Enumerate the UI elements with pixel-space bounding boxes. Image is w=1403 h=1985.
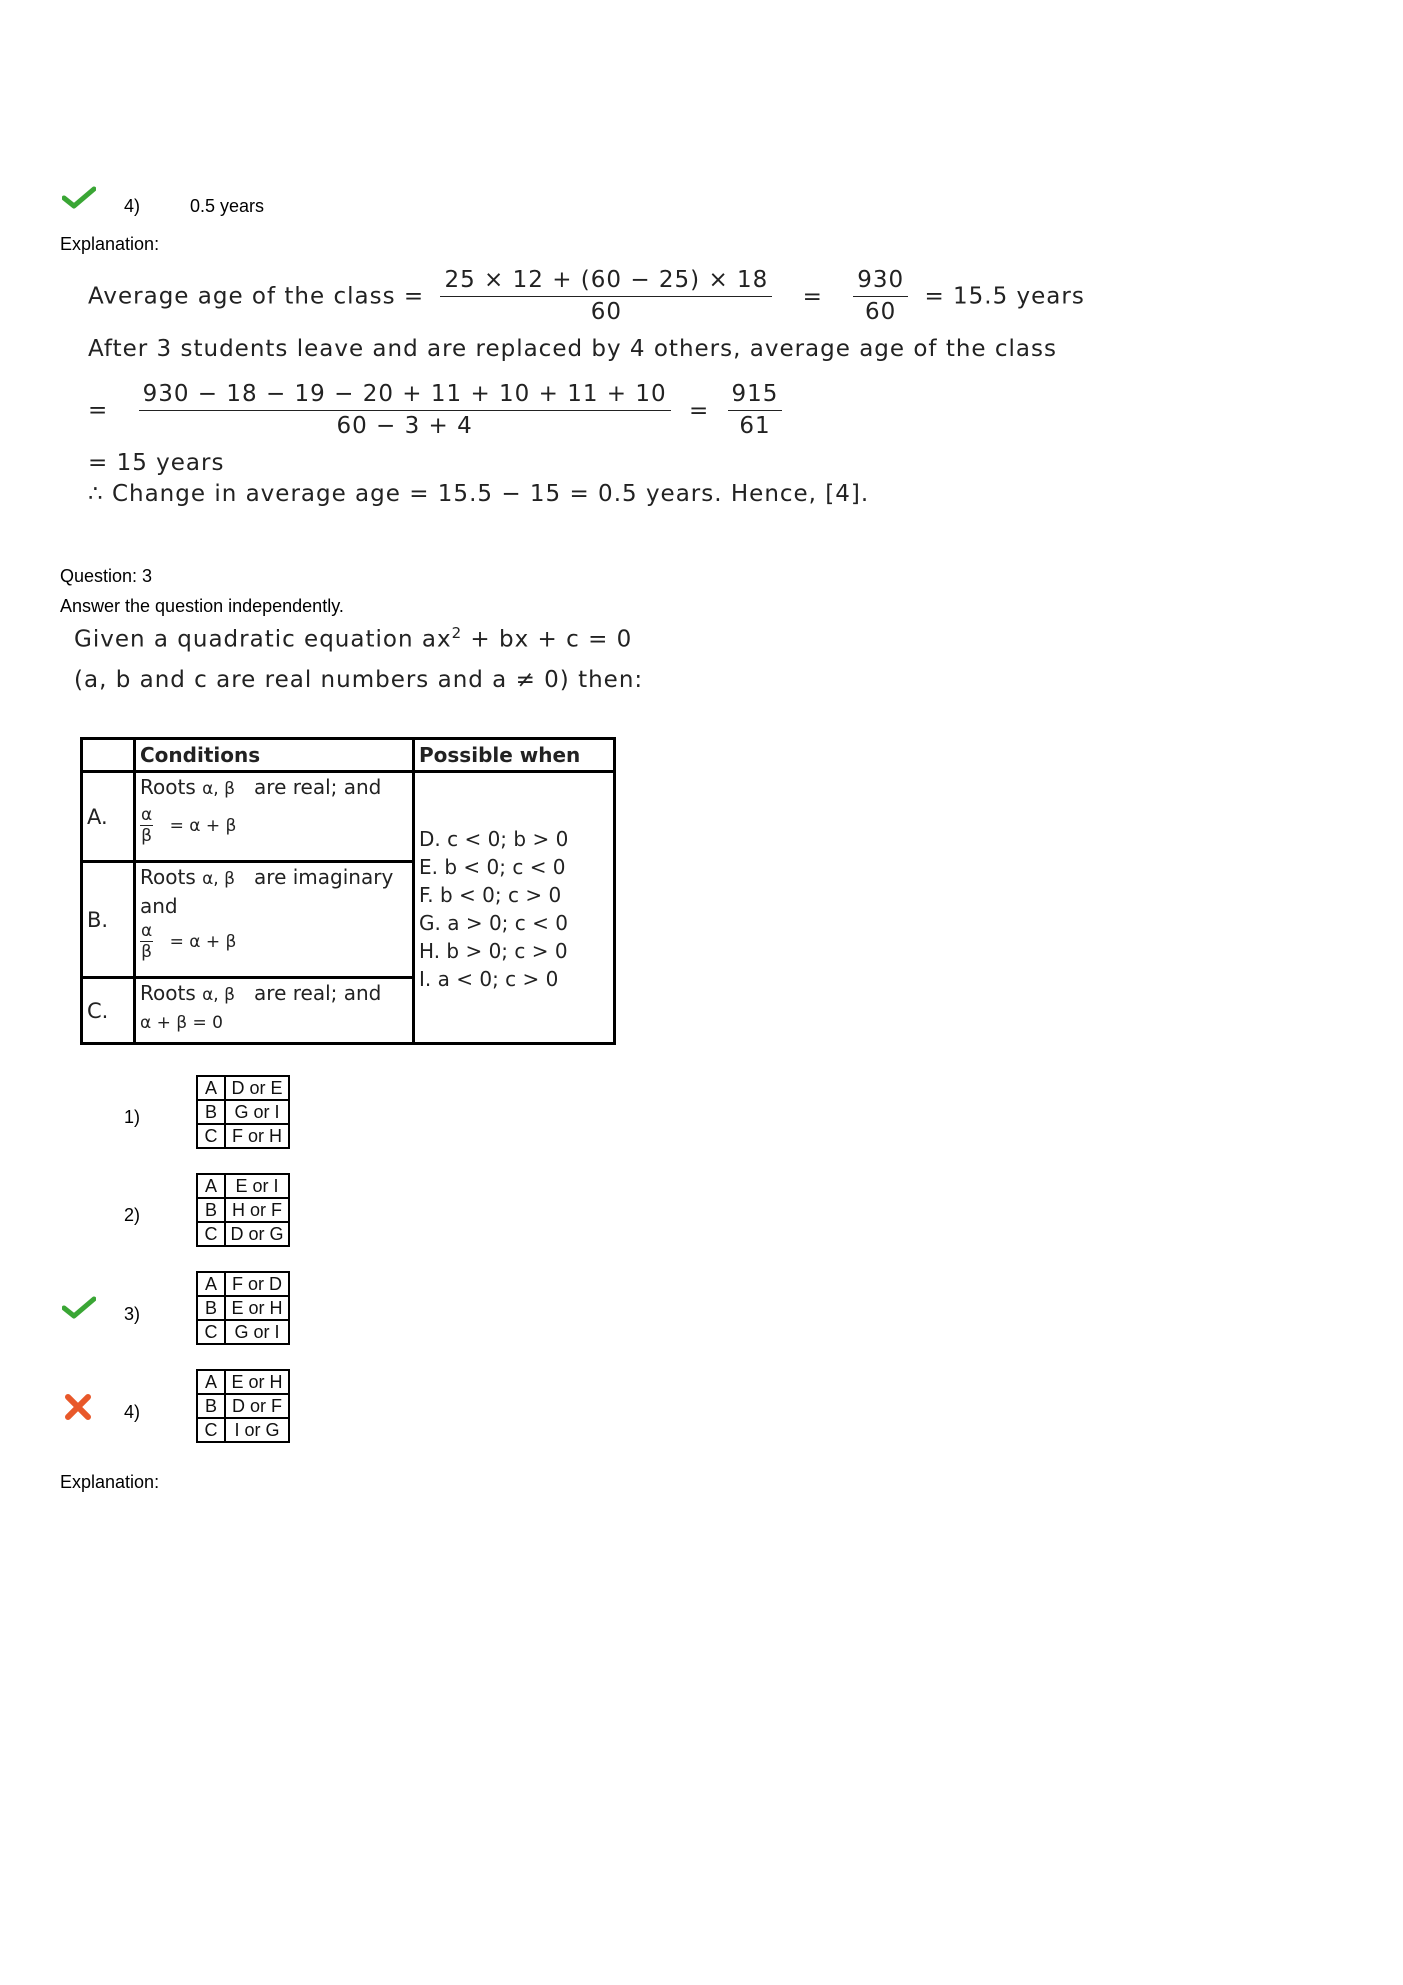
table-row — [82, 772, 615, 862]
option-cell: F or H — [225, 1124, 289, 1148]
question-stem-line-2: (a, b and c are real numbers and a ≠ 0) then: — [74, 667, 644, 693]
option-cell: B — [197, 1100, 225, 1124]
question-stem-line-1: Given a quadratic equation $ax^2$ + bx + c = 0 — [74, 624, 633, 653]
condition-cell: Roots α, β are real; and $\frac{\alpha}{\beta}$ = α + β — [135, 772, 414, 862]
option-cell: H or F — [225, 1198, 289, 1222]
option-3-table[interactable] — [196, 1271, 290, 1345]
option-cell: D or E — [225, 1076, 289, 1100]
row-letter: A. — [82, 772, 135, 862]
option-number: 3) — [124, 1304, 141, 1324]
explanation-label: Explanation: — [60, 234, 160, 254]
header-empty-cell — [82, 739, 135, 772]
option-cell: E or I — [225, 1174, 289, 1198]
option-cell: B — [197, 1394, 225, 1418]
explanation-label: Explanation: — [60, 1472, 160, 1492]
correct-check-icon — [62, 186, 96, 210]
option-cell: I or G — [225, 1418, 289, 1442]
possible-when-cell — [414, 772, 615, 1044]
option-cell: C — [197, 1222, 225, 1246]
condition-cell: Roots α, β are real; and α + β = 0 — [135, 978, 414, 1044]
option-cell: D or F — [225, 1394, 289, 1418]
explanation-line-1: Average age of the class = $\frac{25 \times 12 + (60 - 25) \times 18}{60}$ = $\frac{930}{60}$ = 15.5 years — [88, 267, 1085, 325]
option-cell: F or D — [225, 1272, 289, 1296]
option-number: 4) — [124, 196, 141, 216]
option-cell: A — [197, 1076, 225, 1100]
option-cell: E or H — [225, 1296, 289, 1320]
correct-check-icon — [62, 1296, 96, 1320]
explanation-line-2: After 3 students leave and are replaced by 4 others, average age of the class — [88, 336, 1057, 362]
row-letter: C. — [82, 978, 135, 1044]
option-cell: G or I — [225, 1320, 289, 1344]
possible-item: F. b < 0; c > 0 — [419, 883, 562, 907]
explanation-line-3: = $\frac{930 - 18 - 19 - 20 + 11 + 10 + 11 + 10}{60 - 3 + 4}$ = $\frac{915}{61}$ — [88, 380, 790, 441]
row-letter: B. — [82, 862, 135, 978]
conditions-table — [80, 737, 616, 1045]
table-header-row — [82, 739, 615, 772]
option-cell: A — [197, 1370, 225, 1394]
option-cell: A — [197, 1174, 225, 1198]
option-cell: C — [197, 1418, 225, 1442]
question-title: Question: 3 — [60, 566, 153, 586]
option-cell: C — [197, 1320, 225, 1344]
option-cell: B — [197, 1296, 225, 1320]
option-cell: C — [197, 1124, 225, 1148]
option-cell: A — [197, 1272, 225, 1296]
condition-cell: Roots α, β are imaginary and $\frac{\alpha}{\beta}$ = α + β — [135, 862, 414, 978]
wrong-cross-icon — [64, 1393, 92, 1421]
option-1-table[interactable] — [196, 1075, 290, 1149]
possible-item: I. a < 0; c > 0 — [419, 967, 559, 991]
explanation-line-4: = 15 years — [88, 450, 225, 476]
option-2-table[interactable] — [196, 1173, 290, 1247]
option-cell: D or G — [225, 1222, 289, 1246]
option-number: 4) — [124, 1402, 141, 1422]
question-instruction: Answer the question independently. — [60, 596, 344, 616]
explanation-line-5: ∴ Change in average age = 15.5 − 15 = 0.5 years. Hence, [4]. — [88, 481, 870, 507]
option-text: 0.5 years — [190, 196, 265, 216]
option-cell: E or H — [225, 1370, 289, 1394]
possible-item: D. c < 0; b > 0 — [419, 827, 569, 851]
possible-item: H. b > 0; c > 0 — [419, 939, 568, 963]
option-cell: B — [197, 1198, 225, 1222]
option-cell: G or I — [225, 1100, 289, 1124]
header-conditions: Conditions — [135, 739, 414, 772]
possible-item: G. a > 0; c < 0 — [419, 911, 568, 935]
option-number: 2) — [124, 1205, 141, 1225]
possible-item: E. b < 0; c < 0 — [419, 855, 566, 879]
header-possible: Possible when — [414, 739, 615, 772]
option-4-table[interactable] — [196, 1369, 290, 1443]
option-number: 1) — [124, 1107, 141, 1127]
